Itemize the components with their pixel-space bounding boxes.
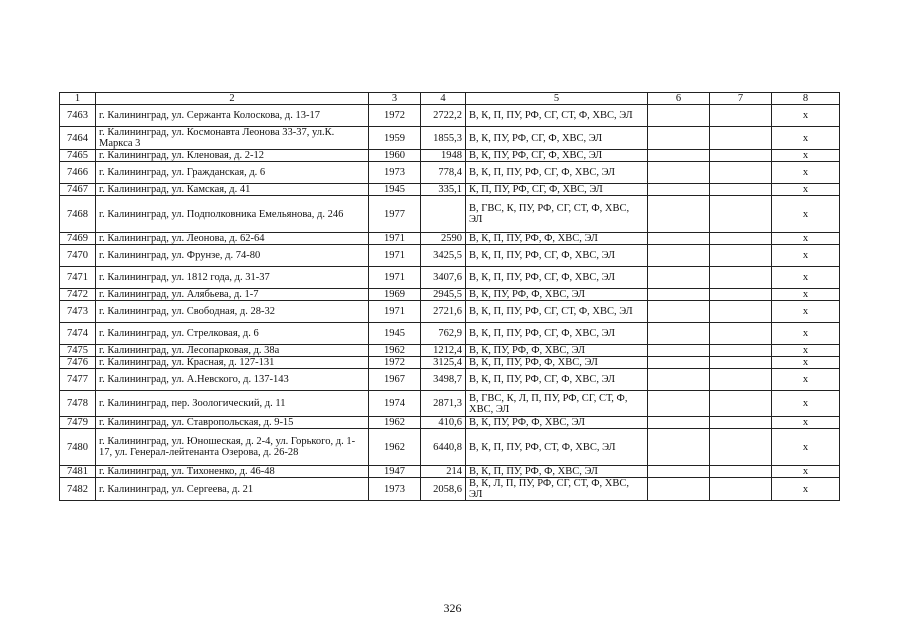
header-cell: 8: [772, 93, 840, 105]
table-row: [60, 162, 840, 184]
column-7-cell: [710, 323, 772, 345]
column-6-cell: [648, 196, 710, 233]
address-cell: г. Калининград, ул. Юношеская, д. 2-4, ул. Горького, д. 1-17, ул. Генерал-лейтенанта Озерова, д. 26-28: [96, 429, 369, 466]
table-row: [60, 127, 840, 150]
column-7-cell: [710, 233, 772, 245]
year-cell: 1971: [369, 245, 421, 267]
column-8-cell: х: [772, 233, 840, 245]
year-cell: 1962: [369, 417, 421, 429]
area-cell: 2058,6: [421, 478, 466, 501]
services-cell: В, К, ПУ, РФ, СГ, Ф, ХВС, ЭЛ: [466, 150, 648, 162]
row-number: 7475: [60, 345, 96, 357]
column-7-cell: [710, 417, 772, 429]
services-cell: В, ГВС, К, Л, П, ПУ, РФ, СГ, СТ, Ф, ХВС, ЭЛ: [466, 391, 648, 417]
column-7-cell: [710, 184, 772, 196]
table-row: [60, 301, 840, 323]
address-cell: г. Калининград, ул. Стрелковая, д. 6: [96, 323, 369, 345]
table-row: [60, 245, 840, 267]
year-cell: 1962: [369, 429, 421, 466]
column-7-cell: [710, 369, 772, 391]
year-cell: 1947: [369, 466, 421, 478]
header-cell: 1: [60, 93, 96, 105]
row-number: 7476: [60, 357, 96, 369]
column-6-cell: [648, 150, 710, 162]
address-cell: г. Калининград, ул. Кленовая, д. 2-12: [96, 150, 369, 162]
row-number: 7477: [60, 369, 96, 391]
services-cell: В, К, П, ПУ, РФ, СГ, Ф, ХВС, ЭЛ: [466, 369, 648, 391]
header-cell: 7: [710, 93, 772, 105]
row-number: 7473: [60, 301, 96, 323]
column-6-cell: [648, 233, 710, 245]
area-cell: 2722,2: [421, 105, 466, 127]
services-cell: В, К, ПУ, РФ, Ф, ХВС, ЭЛ: [466, 345, 648, 357]
row-number: 7478: [60, 391, 96, 417]
column-8-cell: х: [772, 466, 840, 478]
year-cell: 1974: [369, 391, 421, 417]
column-6-cell: [648, 245, 710, 267]
address-cell: г. Калининград, ул. Тихоненко, д. 46-48: [96, 466, 369, 478]
address-cell: г. Калининград, ул. Леонова, д. 62-64: [96, 233, 369, 245]
column-7-cell: [710, 345, 772, 357]
column-8-cell: х: [772, 429, 840, 466]
services-cell: В, К, П, ПУ, РФ, СГ, СТ, Ф, ХВС, ЭЛ: [466, 301, 648, 323]
column-7-cell: [710, 357, 772, 369]
area-cell: [421, 196, 466, 233]
area-cell: 1948: [421, 150, 466, 162]
services-cell: В, К, П, ПУ, РФ, СГ, Ф, ХВС, ЭЛ: [466, 245, 648, 267]
area-cell: 6440,8: [421, 429, 466, 466]
year-cell: 1973: [369, 478, 421, 501]
table-row: [60, 184, 840, 196]
address-cell: г. Калининград, ул. Камская, д. 41: [96, 184, 369, 196]
row-number: 7481: [60, 466, 96, 478]
year-cell: 1971: [369, 233, 421, 245]
table-row: [60, 466, 840, 478]
year-cell: 1945: [369, 323, 421, 345]
services-cell: В, К, П, ПУ, РФ, СГ, Ф, ХВС, ЭЛ: [466, 162, 648, 184]
area-cell: 3125,4: [421, 357, 466, 369]
row-number: 7469: [60, 233, 96, 245]
year-cell: 1967: [369, 369, 421, 391]
column-8-cell: х: [772, 127, 840, 150]
services-cell: В, К, П, ПУ, РФ, СТ, Ф, ХВС, ЭЛ: [466, 429, 648, 466]
address-cell: г. Калининград, ул. Подполковника Емельянова, д. 246: [96, 196, 369, 233]
services-cell: В, К, П, ПУ, РФ, Ф, ХВС, ЭЛ: [466, 357, 648, 369]
year-cell: 1962: [369, 345, 421, 357]
row-number: 7470: [60, 245, 96, 267]
table-row: [60, 150, 840, 162]
table-row: [60, 478, 840, 501]
row-number: 7471: [60, 267, 96, 289]
address-cell: г. Калининград, ул. Фрунзе, д. 74-80: [96, 245, 369, 267]
address-cell: г. Калининград, ул. Гражданская, д. 6: [96, 162, 369, 184]
table-row: [60, 369, 840, 391]
year-cell: 1972: [369, 105, 421, 127]
column-6-cell: [648, 345, 710, 357]
column-7-cell: [710, 267, 772, 289]
address-cell: г. Калининград, ул. 1812 года, д. 31-37: [96, 267, 369, 289]
column-8-cell: х: [772, 478, 840, 501]
area-cell: 335,1: [421, 184, 466, 196]
services-cell: В, К, Л, П, ПУ, РФ, СГ, СТ, Ф, ХВС, ЭЛ: [466, 478, 648, 501]
column-8-cell: х: [772, 196, 840, 233]
services-cell: В, К, П, ПУ, РФ, СГ, СТ, Ф, ХВС, ЭЛ: [466, 105, 648, 127]
page-number: 326: [443, 601, 462, 615]
row-number: 7472: [60, 289, 96, 301]
column-6-cell: [648, 478, 710, 501]
table-row: [60, 233, 840, 245]
column-7-cell: [710, 478, 772, 501]
column-7-cell: [710, 429, 772, 466]
column-6-cell: [648, 323, 710, 345]
area-cell: 1855,3: [421, 127, 466, 150]
year-cell: 1977: [369, 196, 421, 233]
row-number: 7466: [60, 162, 96, 184]
header-cell: 2: [96, 93, 369, 105]
column-6-cell: [648, 289, 710, 301]
column-8-cell: х: [772, 417, 840, 429]
column-8-cell: х: [772, 184, 840, 196]
column-7-cell: [710, 466, 772, 478]
area-cell: 3407,6: [421, 267, 466, 289]
row-number: 7464: [60, 127, 96, 150]
column-8-cell: х: [772, 245, 840, 267]
services-cell: В, К, П, ПУ, РФ, Ф, ХВС, ЭЛ: [466, 233, 648, 245]
header-cell: 6: [648, 93, 710, 105]
table-row: [60, 323, 840, 345]
address-cell: г. Калининград, ул. Свободная, д. 28-32: [96, 301, 369, 323]
column-8-cell: х: [772, 162, 840, 184]
services-cell: В, К, ПУ, РФ, Ф, ХВС, ЭЛ: [466, 417, 648, 429]
address-cell: г. Калининград, ул. Космонавта Леонова 33-37, ул.К. Маркса 3: [96, 127, 369, 150]
column-7-cell: [710, 150, 772, 162]
row-number: 7482: [60, 478, 96, 501]
column-6-cell: [648, 301, 710, 323]
column-6-cell: [648, 357, 710, 369]
area-cell: 3425,5: [421, 245, 466, 267]
services-cell: В, ГВС, К, ПУ, РФ, СГ, СТ, Ф, ХВС, ЭЛ: [466, 196, 648, 233]
row-number: 7479: [60, 417, 96, 429]
area-cell: 2590: [421, 233, 466, 245]
row-number: 7463: [60, 105, 96, 127]
area-cell: 2945,5: [421, 289, 466, 301]
row-number: 7468: [60, 196, 96, 233]
services-cell: В, К, П, ПУ, РФ, СГ, Ф, ХВС, ЭЛ: [466, 323, 648, 345]
year-cell: 1945: [369, 184, 421, 196]
table-row: [60, 267, 840, 289]
year-cell: 1971: [369, 301, 421, 323]
year-cell: 1959: [369, 127, 421, 150]
column-7-cell: [710, 105, 772, 127]
area-cell: 3498,7: [421, 369, 466, 391]
year-cell: 1960: [369, 150, 421, 162]
address-cell: г. Калининград, ул. Красная, д. 127-131: [96, 357, 369, 369]
services-cell: В, К, П, ПУ, РФ, СГ, Ф, ХВС, ЭЛ: [466, 267, 648, 289]
table-row: [60, 105, 840, 127]
column-8-cell: х: [772, 357, 840, 369]
column-7-cell: [710, 127, 772, 150]
table-row: [60, 417, 840, 429]
address-cell: г. Калининград, ул. Алябьева, д. 1-7: [96, 289, 369, 301]
row-number: 7480: [60, 429, 96, 466]
address-cell: г. Калининград, ул. А.Невского, д. 137-143: [96, 369, 369, 391]
table-row: [60, 345, 840, 357]
address-cell: г. Калининград, ул. Ставропольская, д. 9-15: [96, 417, 369, 429]
register-table: [59, 92, 840, 501]
column-6-cell: [648, 127, 710, 150]
column-8-cell: х: [772, 267, 840, 289]
area-cell: 2871,3: [421, 391, 466, 417]
row-number: 7465: [60, 150, 96, 162]
address-cell: г. Калининград, ул. Лесопарковая, д. 38а: [96, 345, 369, 357]
column-7-cell: [710, 162, 772, 184]
services-cell: В, К, ПУ, РФ, СГ, Ф, ХВС, ЭЛ: [466, 127, 648, 150]
area-cell: 214: [421, 466, 466, 478]
column-7-cell: [710, 301, 772, 323]
row-number: 7474: [60, 323, 96, 345]
column-7-cell: [710, 196, 772, 233]
column-6-cell: [648, 429, 710, 466]
services-cell: В, К, П, ПУ, РФ, Ф, ХВС, ЭЛ: [466, 466, 648, 478]
column-7-cell: [710, 289, 772, 301]
column-6-cell: [648, 184, 710, 196]
column-8-cell: х: [772, 150, 840, 162]
services-cell: В, К, ПУ, РФ, Ф, ХВС, ЭЛ: [466, 289, 648, 301]
column-7-cell: [710, 391, 772, 417]
header-cell: 4: [421, 93, 466, 105]
column-6-cell: [648, 391, 710, 417]
column-6-cell: [648, 417, 710, 429]
address-cell: г. Калининград, ул. Сергеева, д. 21: [96, 478, 369, 501]
table-row: [60, 196, 840, 233]
table-row: [60, 391, 840, 417]
column-6-cell: [648, 267, 710, 289]
column-6-cell: [648, 369, 710, 391]
column-8-cell: х: [772, 323, 840, 345]
column-8-cell: х: [772, 345, 840, 357]
year-cell: 1971: [369, 267, 421, 289]
year-cell: 1973: [369, 162, 421, 184]
table-row: [60, 289, 840, 301]
year-cell: 1972: [369, 357, 421, 369]
year-cell: 1969: [369, 289, 421, 301]
column-6-cell: [648, 162, 710, 184]
table-header-row: [60, 93, 840, 105]
area-cell: 762,9: [421, 323, 466, 345]
column-7-cell: [710, 245, 772, 267]
area-cell: 410,6: [421, 417, 466, 429]
column-6-cell: [648, 105, 710, 127]
column-8-cell: х: [772, 301, 840, 323]
column-8-cell: х: [772, 289, 840, 301]
table-row: [60, 429, 840, 466]
area-cell: 1212,4: [421, 345, 466, 357]
services-cell: К, П, ПУ, РФ, СГ, Ф, ХВС, ЭЛ: [466, 184, 648, 196]
row-number: 7467: [60, 184, 96, 196]
area-cell: 778,4: [421, 162, 466, 184]
table-row: [60, 357, 840, 369]
column-8-cell: х: [772, 391, 840, 417]
header-cell: 3: [369, 93, 421, 105]
address-cell: г. Калининград, ул. Сержанта Колоскова, д. 13-17: [96, 105, 369, 127]
column-6-cell: [648, 466, 710, 478]
column-8-cell: х: [772, 105, 840, 127]
header-cell: 5: [466, 93, 648, 105]
column-8-cell: х: [772, 369, 840, 391]
area-cell: 2721,6: [421, 301, 466, 323]
address-cell: г. Калининград, пер. Зоологический, д. 11: [96, 391, 369, 417]
